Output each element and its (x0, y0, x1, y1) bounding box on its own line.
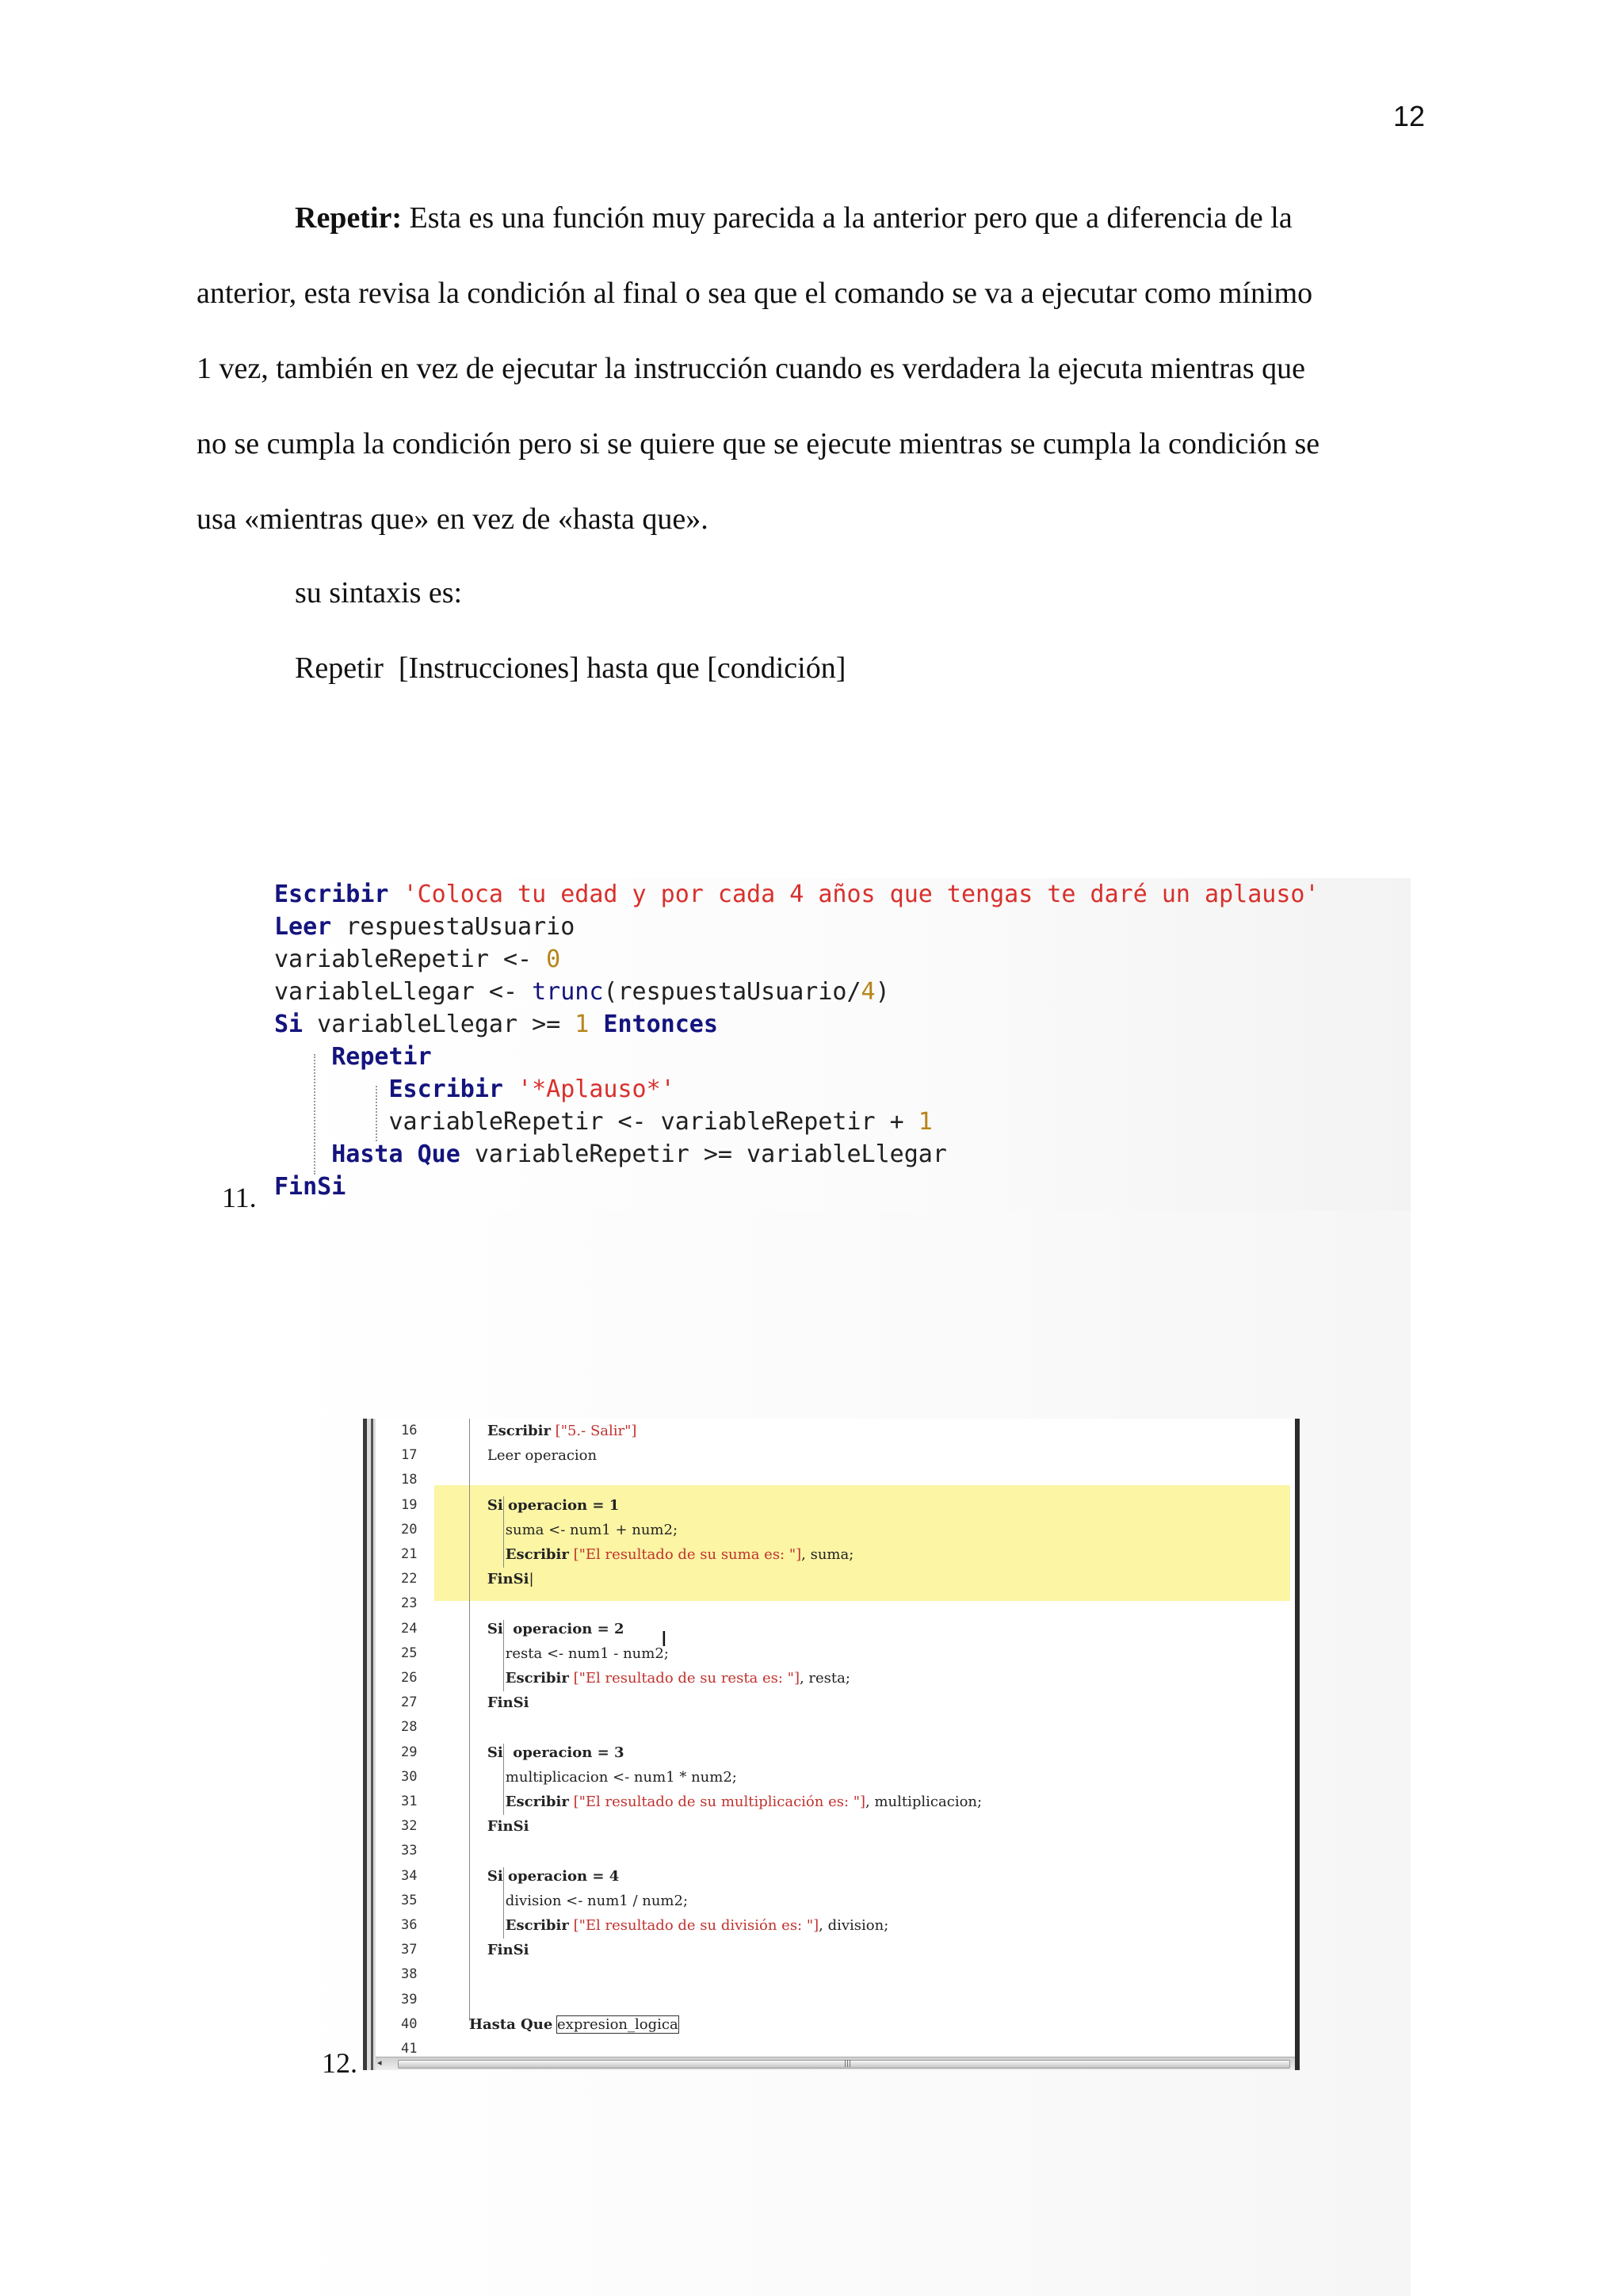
paragraph-line-4: no se cumpla la condición pero si se quiere que se ejecute mientras se cumpla la condición se (197, 427, 1320, 460)
figure-11-label: 11. (222, 1182, 257, 1213)
code-line: Leer operacion (487, 1447, 598, 1465)
scroll-left-arrow-icon[interactable]: ◂ (377, 2057, 382, 2068)
code-text: respuestaUsuario (346, 913, 575, 941)
syntax-form: Repetir [Instrucciones] hasta que [condición] (295, 651, 846, 685)
line-number: 25 (401, 1645, 418, 1661)
line-number: 37 (401, 1942, 418, 1958)
line-number: 28 (401, 1719, 418, 1736)
figure-12-code: Escribir ["5.- Salir"] Leer operacion Si operacion = 1 suma <- num1 + num2; Escribir ["El resultado de su suma es: "], suma; FinSi| Si operacion = 2 resta <- num1 - num2; Escribir ["El resultado de su resta es: "], resta; FinSi Si operacion = 3 multiplicacion <- num1 * num2; Escribir ["El resultado de su multiplicación es: "], multiplicacion; FinSi Si operacion = 4 division <- num1 / num2; Escribir ["El resultado de su división es: "], division; FinSi Hasta Que expresion_logica (469, 1423, 983, 2033)
code-string: 'Coloca tu edad y por cada 4 años que tengas te daré un aplauso' (403, 881, 1319, 908)
line-number: 30 (401, 1768, 418, 1785)
code-keyword: Escribir (505, 1917, 569, 1935)
code-keyword: Escribir (487, 1423, 551, 1439)
line-number: 32 (401, 1818, 418, 1835)
code-line: Si operacion = 3 (487, 1744, 624, 1761)
repetir-label: Repetir: (295, 201, 403, 235)
code-text: variableLlegar <- (274, 978, 533, 1006)
code-string: ["El resultado de su multiplicación es: "] (573, 1794, 866, 1811)
code-keyword: Repetir (331, 1043, 432, 1071)
code-keyword: Leer (274, 913, 332, 941)
code-string: ["5.- Salir"] (555, 1423, 637, 1439)
line-number: 36 (401, 1917, 418, 1934)
code-line: FinSi (487, 1694, 529, 1712)
paragraph-line-2: anterior, esta revisa la condición al final o sea que el comando se va a ejecutar como mínimo (197, 277, 1313, 310)
code-keyword: Hasta Que (331, 1140, 460, 1168)
syntax-intro: su sintaxis es: (295, 576, 463, 609)
line-number: 34 (401, 1867, 418, 1884)
figure-11-code-screenshot (269, 878, 1411, 1211)
line-number: 23 (401, 1595, 418, 1612)
code-text: , resta; (799, 1670, 850, 1687)
scrollbar-thumb[interactable] (398, 2060, 1290, 2069)
code-string: ["El resultado de su división es: "] (573, 1917, 819, 1935)
code-line: suma <- num1 + num2; (505, 1521, 678, 1538)
figure-11-code (274, 878, 1319, 1203)
line-number: 26 (401, 1670, 418, 1687)
line-number-gutter (401, 1419, 423, 2061)
scrollbar-grip-icon: ||| (844, 2060, 852, 2068)
code-number: 4 (861, 978, 876, 1006)
code-line: Si operacion = 4 (487, 1867, 620, 1885)
line-number: 19 (401, 1496, 418, 1513)
code-text: , division; (819, 1917, 889, 1935)
editor-left-border (363, 1419, 376, 2070)
horizontal-scrollbar[interactable] (376, 2057, 1295, 2070)
code-keyword: Escribir (505, 1794, 569, 1811)
code-line: FinSi (487, 1942, 529, 1959)
line-number: 40 (401, 2015, 418, 2032)
code-text: variableRepetir <- (274, 946, 547, 973)
code-line: Si operacion = 1 (487, 1496, 620, 1514)
figure-12-editor-screenshot (363, 1419, 1300, 2070)
text-cursor-icon: I (661, 1628, 667, 1652)
line-number: 20 (401, 1521, 418, 1538)
code-line: FinSi (487, 1818, 529, 1836)
line-number: 24 (401, 1620, 418, 1637)
code-line: FinSi (487, 1571, 529, 1588)
figure-12-label: 12. (322, 2047, 357, 2079)
code-keyword: Escribir (505, 1670, 569, 1687)
line-number: 29 (401, 1744, 418, 1760)
code-number: 0 (546, 946, 561, 973)
code-text: variableRepetir >= variableLlegar (460, 1140, 947, 1168)
paragraph-line-3: 1 vez, también en vez de ejecutar la instrucción cuando es verdadera la ejecuta mientras que (197, 352, 1305, 385)
line-number: 39 (401, 1991, 418, 2008)
code-keyword: Escribir (505, 1546, 569, 1564)
code-text: (respuestaUsuario/ (603, 978, 861, 1006)
code-text: variableRepetir <- variableRepetir + (388, 1108, 918, 1136)
code-string: '*Aplauso*' (517, 1075, 675, 1103)
line-number: 22 (401, 1571, 418, 1587)
line-number: 41 (401, 2041, 418, 2057)
line-number: 38 (401, 1966, 418, 1983)
code-line: multiplicacion <- num1 * num2; (505, 1768, 737, 1786)
code-keyword: Escribir (388, 1075, 503, 1103)
code-string: ["El resultado de su suma es: "] (573, 1546, 802, 1564)
line-number: 35 (401, 1892, 418, 1908)
code-number: 1 (575, 1010, 590, 1038)
code-line: resta <- num1 - num2; (505, 1645, 669, 1662)
code-text: , suma; (801, 1546, 854, 1564)
code-keyword: trunc (532, 978, 604, 1006)
code-keyword: FinSi (274, 1173, 346, 1201)
code-keyword: Si (274, 1010, 304, 1038)
code-line: division <- num1 / num2; (505, 1892, 689, 1909)
code-text: , multiplicacion; (865, 1794, 983, 1811)
code-keyword: Hasta Que (469, 2015, 553, 2033)
code-keyword: Entonces (603, 1010, 718, 1038)
code-string: ["El resultado de su resta es: "] (573, 1670, 800, 1687)
line-number: 31 (401, 1794, 418, 1810)
selected-placeholder[interactable]: expresion_logica (557, 2015, 678, 2033)
code-line: Si operacion = 2 (487, 1620, 624, 1637)
line-number: 21 (401, 1546, 418, 1563)
line-number: 27 (401, 1694, 418, 1711)
code-number: 1 (918, 1108, 933, 1136)
line-number: 18 (401, 1472, 418, 1488)
code-keyword: Escribir (274, 881, 389, 908)
paragraph-line-1: Esta es una función muy parecida a la anterior pero que a diferencia de la (402, 201, 1293, 235)
line-number: 17 (401, 1447, 418, 1464)
paragraph-line-5: usa «mientras que» en vez de «hasta que». (197, 502, 708, 536)
line-number: 16 (401, 1423, 418, 1438)
line-number: 33 (401, 1843, 418, 1859)
code-text: ) (875, 978, 890, 1006)
page-number: 12 (1392, 100, 1425, 132)
code-text: variableLlegar >= (303, 1010, 575, 1038)
paragraph-repetir (197, 181, 1433, 557)
